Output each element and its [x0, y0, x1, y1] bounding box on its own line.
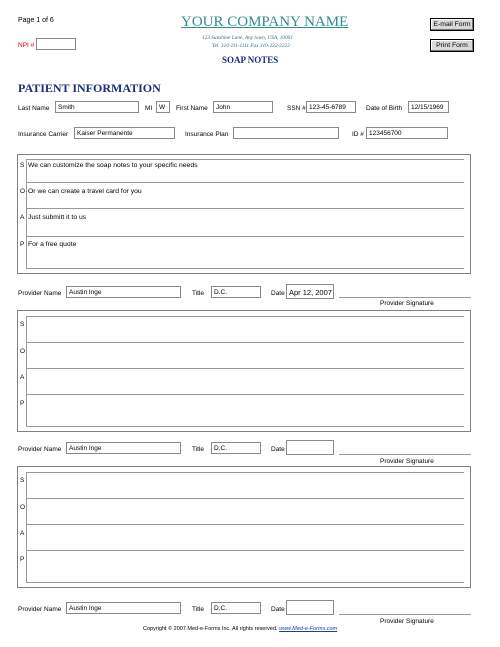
email-form-button[interactable]: E-mail Form — [430, 18, 474, 31]
plan-text[interactable]: For a free quote — [28, 241, 77, 248]
subjective-row[interactable] — [18, 467, 470, 498]
provider-signature-label: Provider Signature — [380, 618, 434, 625]
ssn-label: SSN # — [287, 105, 306, 112]
company-phone: Tel. 310-111-1111 Fax 310-222-2222 — [212, 43, 290, 49]
insurance-plan-field[interactable] — [233, 127, 339, 139]
provider-signature-label: Provider Signature — [380, 458, 434, 465]
subjective-row[interactable] — [18, 155, 470, 182]
date-field[interactable]: Apr 12, 2007 — [286, 284, 334, 299]
subjective-letter: S — [20, 477, 25, 484]
plan-letter: P — [20, 556, 25, 563]
print-form-button[interactable]: Print Form — [430, 39, 474, 52]
copyright-text: Copyright © 2007 Med-e-Forms Inc. All rights reserved. — [143, 626, 278, 632]
plan-row[interactable] — [18, 550, 470, 588]
assessment-letter: A — [20, 374, 25, 381]
subjective-letter: S — [20, 321, 25, 328]
plan-letter: P — [20, 241, 25, 248]
objective-letter: O — [20, 504, 26, 511]
footer — [143, 626, 337, 632]
provider-title-label: Title — [192, 290, 205, 297]
provider-signature-label: Provider Signature — [380, 300, 434, 307]
objective-letter: O — [20, 188, 26, 195]
assessment-row[interactable] — [18, 368, 470, 394]
objective-row[interactable] — [18, 498, 470, 524]
form-title: SOAP NOTES — [222, 55, 279, 65]
provider-name-field[interactable]: Austin Inge — [66, 286, 181, 298]
provider-name-field[interactable]: Austin Inge — [66, 602, 181, 614]
provider-name-label: Provider Name — [18, 290, 62, 297]
first-name-label: First Name — [176, 105, 208, 112]
provider-title-label: Title — [192, 606, 205, 613]
date-field[interactable] — [286, 600, 334, 615]
soap-notes-box-3 — [17, 466, 471, 588]
mi-label: MI — [145, 105, 153, 112]
assessment-letter: A — [20, 530, 25, 537]
first-name-field[interactable]: John — [213, 101, 273, 113]
mi-field[interactable]: W — [156, 101, 170, 113]
company-name: YOUR COMPANY NAME — [181, 14, 349, 30]
company-address: 123 Sunshine Lane, Any town, USA, 10001 — [202, 35, 293, 41]
dob-label: Date of Birth — [366, 105, 403, 112]
plan-row[interactable] — [18, 394, 470, 432]
section-title: PATIENT INFORMATION — [18, 81, 161, 95]
objective-row[interactable] — [18, 182, 470, 208]
plan-letter: P — [20, 400, 25, 407]
assessment-row[interactable] — [18, 524, 470, 550]
page-number: Page 1 of 6 — [18, 17, 54, 24]
last-name-field[interactable]: Smith — [55, 101, 139, 113]
dob-field[interactable]: 12/15/1969 — [408, 101, 449, 113]
date-label: Date — [271, 290, 285, 297]
insurance-plan-label: Insurance Plan — [185, 131, 229, 138]
ssn-field[interactable]: 123-45-6789 — [306, 101, 356, 113]
subjective-row[interactable] — [18, 311, 470, 342]
provider-title-field[interactable]: D.C. — [211, 286, 261, 298]
soap-notes-box-2 — [17, 310, 471, 432]
date-field[interactable] — [286, 440, 334, 455]
signature-line[interactable] — [339, 614, 471, 615]
insurance-carrier-label: Insurance Carrier — [18, 131, 69, 138]
date-label: Date — [271, 606, 285, 613]
objective-letter: O — [20, 348, 26, 355]
assessment-row[interactable] — [18, 208, 470, 236]
provider-title-field[interactable]: D.C. — [211, 442, 261, 454]
assessment-text[interactable]: Just submitt it to us — [28, 214, 87, 221]
id-field[interactable]: 123456700 — [366, 127, 448, 139]
provider-name-field[interactable]: Austin Inge — [66, 442, 181, 454]
objective-row[interactable] — [18, 342, 470, 368]
soap-notes-box-1 — [17, 154, 471, 274]
signature-line[interactable] — [339, 454, 471, 455]
plan-row[interactable] — [18, 236, 470, 274]
website-link[interactable]: www.Med-e-Forms.com — [279, 626, 338, 632]
provider-title-field[interactable]: D.C. — [211, 602, 261, 614]
insurance-carrier-field[interactable]: Kaiser Permanente — [74, 127, 175, 139]
signature-line[interactable] — [339, 297, 471, 298]
date-label: Date — [271, 446, 285, 453]
npi-label: NPI # — [18, 42, 35, 49]
npi-field[interactable] — [36, 38, 76, 50]
provider-name-label: Provider Name — [18, 606, 62, 613]
provider-title-label: Title — [192, 446, 205, 453]
last-name-label: Last Name — [18, 105, 50, 112]
id-label: ID # — [352, 131, 364, 138]
subjective-letter: S — [20, 162, 25, 169]
provider-name-label: Provider Name — [18, 446, 62, 453]
objective-text[interactable]: Or we can create a travel card for you — [28, 188, 142, 195]
assessment-letter: A — [20, 214, 25, 221]
subjective-text[interactable]: We can customize the soap notes to your specific needs — [28, 162, 198, 169]
